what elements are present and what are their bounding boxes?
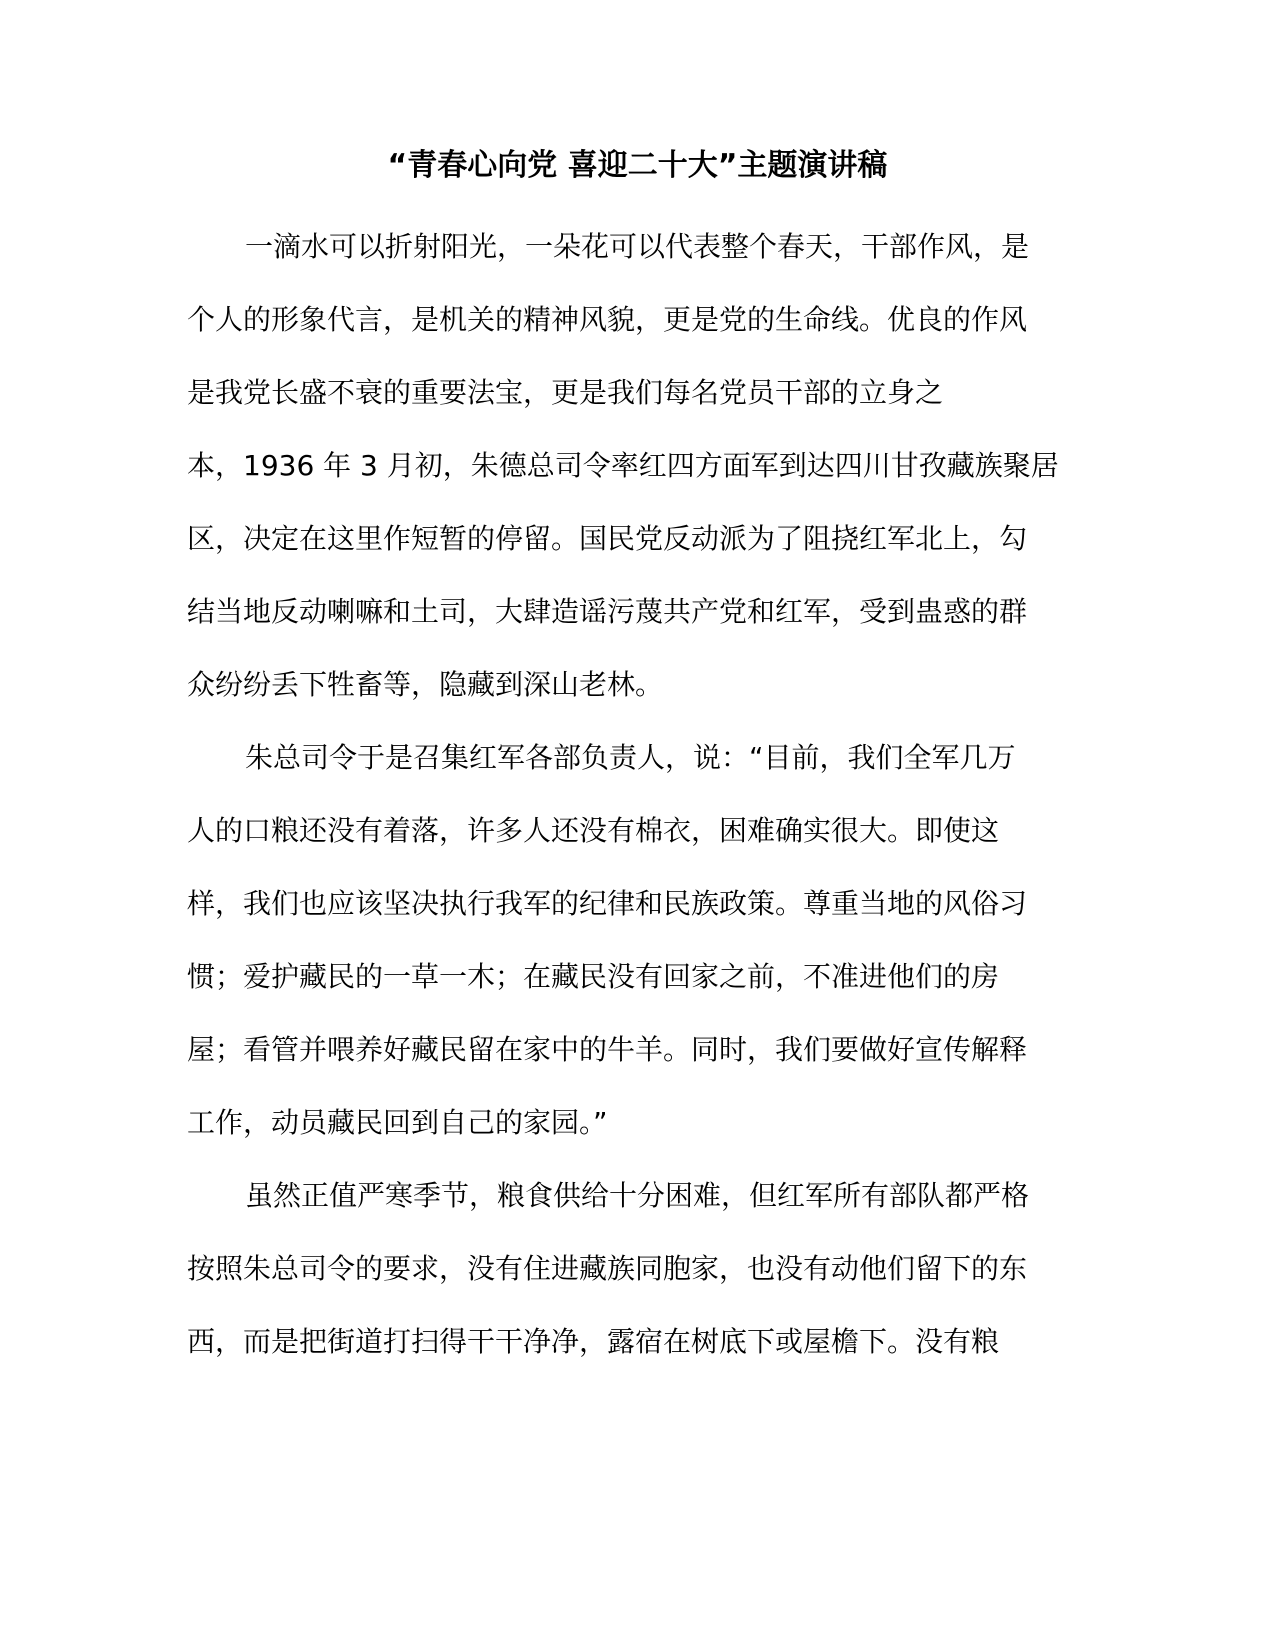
paragraph-1-line-1: 一滴水可以折射阳光，一朵花可以代表整个春天，干部作风，是 bbox=[245, 230, 1030, 263]
paragraph-3-line-3: 西，而是把街道打扫得干干净净，露宿在树底下或屋檐下。没有粮 bbox=[187, 1325, 1000, 1358]
paragraph-1-line-3: 是我党长盛不衰的重要法宝，更是我们每名党员干部的立身之 bbox=[187, 376, 944, 409]
paragraph-2-line-5: 屋；看管并喂养好藏民留在家中的牛羊。同时，我们要做好宣传解释 bbox=[187, 1033, 1028, 1066]
paragraph-1-line-7: 众纷纷丢下牲畜等，隐藏到深山老林。 bbox=[187, 668, 664, 701]
paragraph-1-line-6: 结当地反动喇嘛和土司，大肆造谣污蔑共产党和红军，受到蛊惑的群 bbox=[187, 595, 1028, 628]
paragraph-2-line-6: 工作，动员藏民回到自己的家园。” bbox=[187, 1106, 608, 1139]
paragraph-2-line-1: 朱总司令于是召集红军各部负责人，说：“目前，我们全军几万 bbox=[245, 741, 1016, 774]
paragraph-3-line-2: 按照朱总司令的要求，没有住进藏族同胞家，也没有动他们留下的东 bbox=[187, 1252, 1028, 1285]
document-title: “青春心向党 喜迎二十大”主题演讲稿 bbox=[387, 148, 888, 183]
paragraph-2-line-2: 人的口粮还没有着落，许多人还没有棉衣，困难确实很大。即使这 bbox=[187, 814, 1000, 847]
paragraph-1-line-2: 个人的形象代言，是机关的精神风貌，更是党的生命线。优良的作风 bbox=[187, 303, 1028, 336]
paragraph-1-line-4: 本，1936 年 3 月初，朱德总司令率红四方面军到达四川甘孜藏族聚居 bbox=[187, 449, 1059, 482]
paragraph-2-line-3: 样，我们也应该坚决执行我军的纪律和民族政策。尊重当地的风俗习 bbox=[187, 887, 1028, 920]
paragraph-3-line-1: 虽然正值严寒季节，粮食供给十分困难，但红军所有部队都严格 bbox=[245, 1179, 1030, 1212]
paragraph-2-line-4: 惯；爱护藏民的一草一木；在藏民没有回家之前，不准进他们的房 bbox=[187, 960, 1000, 993]
paragraph-1-line-5: 区，决定在这里作短暂的停留。国民党反动派为了阻挠红军北上，勾 bbox=[187, 522, 1028, 555]
